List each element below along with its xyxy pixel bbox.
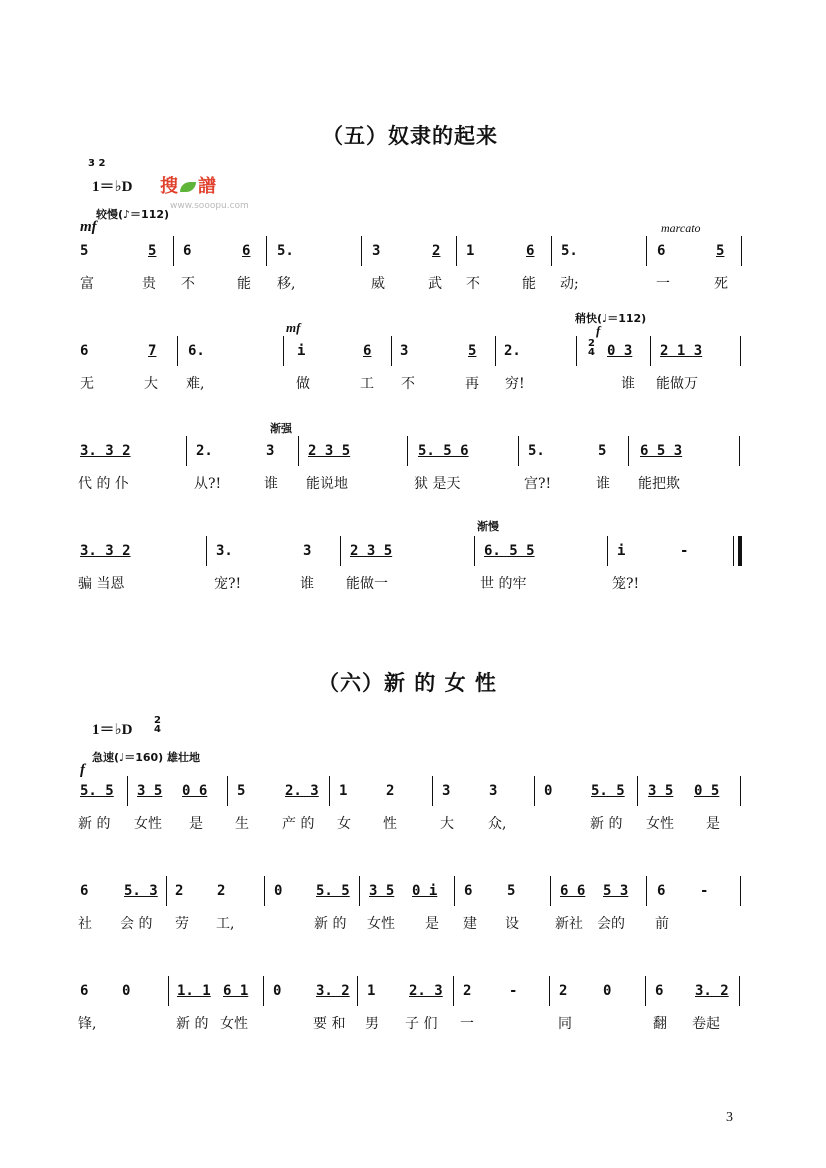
section5-dynamic: mf bbox=[80, 219, 97, 235]
lyric: 移, bbox=[277, 276, 296, 292]
ritardando-mark: 渐慢 bbox=[477, 520, 499, 533]
note: 6 1 bbox=[223, 983, 249, 999]
lyric: 谁 bbox=[596, 476, 610, 492]
lyric: 一 bbox=[460, 1016, 474, 1032]
barline bbox=[166, 876, 167, 906]
lyric: 是 bbox=[706, 816, 720, 832]
lyric: 不 bbox=[181, 276, 195, 292]
lyric: 不 bbox=[401, 376, 415, 392]
barline bbox=[645, 976, 646, 1006]
lyric: 穷! bbox=[505, 376, 525, 392]
lyric: 武 bbox=[428, 276, 442, 292]
row-tempo: 稍快(♩＝112) bbox=[575, 312, 647, 325]
lyric: 能说地 bbox=[306, 476, 348, 492]
barline bbox=[549, 976, 550, 1006]
lyric: 要 和 bbox=[313, 1016, 346, 1032]
note: 3. 2 bbox=[695, 983, 729, 999]
barline bbox=[740, 336, 741, 366]
row-dynamic: mf bbox=[286, 320, 301, 335]
note: 5. 3 bbox=[124, 883, 158, 899]
watermark-url: www.sooopu.com bbox=[170, 201, 249, 211]
note: - bbox=[700, 883, 709, 899]
note: 5 bbox=[80, 243, 89, 259]
note: 3 5 bbox=[369, 883, 395, 899]
note: 3 bbox=[400, 343, 409, 359]
lyric: 女性 bbox=[220, 1016, 248, 1032]
lyric: 不 bbox=[466, 276, 480, 292]
barline bbox=[329, 776, 330, 806]
note: - bbox=[509, 983, 518, 999]
lyric: 建 bbox=[463, 916, 477, 932]
note: 5 bbox=[716, 243, 725, 259]
note: 1. 1 bbox=[177, 983, 211, 999]
note: 5. 5 6 bbox=[418, 443, 469, 459]
lyric: 是 bbox=[425, 916, 439, 932]
barline bbox=[127, 776, 128, 806]
lyric: 从?! bbox=[194, 476, 222, 492]
lyric: 卷起 bbox=[692, 1016, 720, 1032]
note: 5. 5 bbox=[591, 783, 625, 799]
note: - bbox=[680, 543, 689, 559]
section5-title: （五）奴隶的起来 bbox=[322, 123, 498, 148]
lyric: 一 bbox=[656, 276, 670, 292]
barline bbox=[340, 536, 341, 566]
row-dynamic: f bbox=[596, 323, 601, 338]
barline bbox=[391, 336, 392, 366]
note: 3. 2 bbox=[316, 983, 350, 999]
lyric: 大 bbox=[144, 376, 158, 392]
lyric: 谁 bbox=[300, 576, 314, 592]
lyric: 谁 bbox=[264, 476, 278, 492]
note: 6 bbox=[242, 243, 251, 259]
lyric: 女 bbox=[337, 816, 351, 832]
barline bbox=[474, 536, 475, 566]
lyric: 工 bbox=[360, 376, 374, 392]
lyric: 会 的 bbox=[120, 916, 153, 932]
barline bbox=[576, 336, 577, 366]
lyric: 能做万 bbox=[656, 376, 698, 392]
barline bbox=[741, 236, 742, 266]
barline bbox=[432, 776, 433, 806]
note: 3 bbox=[442, 783, 451, 799]
barline bbox=[739, 976, 740, 1006]
note: 6 bbox=[657, 883, 666, 899]
note: 6. 5 5 bbox=[484, 543, 535, 559]
section6-time-signature: 2 4 bbox=[154, 715, 161, 735]
lyric: 同 bbox=[558, 1016, 572, 1032]
lyric: 翻 bbox=[653, 1016, 667, 1032]
barline bbox=[646, 236, 647, 266]
barline bbox=[739, 436, 740, 466]
crescendo-mark: 渐强 bbox=[270, 422, 292, 435]
final-barline bbox=[738, 536, 742, 566]
note: 6 bbox=[363, 343, 372, 359]
note: 5. bbox=[561, 243, 578, 259]
note: 1 bbox=[466, 243, 475, 259]
lyric: 狱 是天 bbox=[414, 476, 461, 492]
barline bbox=[628, 436, 629, 466]
note: 3 bbox=[266, 443, 275, 459]
barline bbox=[283, 336, 284, 366]
note: 6 5 3 bbox=[640, 443, 683, 459]
note: 1 bbox=[339, 783, 348, 799]
page-number: 3 bbox=[726, 1110, 733, 1125]
lyric: 生 bbox=[235, 816, 249, 832]
watermark-logo: 搜 譜 bbox=[160, 176, 216, 197]
note: i bbox=[617, 543, 626, 559]
barline bbox=[407, 436, 408, 466]
lyric: 性 bbox=[383, 816, 397, 832]
lyric: 男 bbox=[365, 1016, 379, 1032]
note: 5. bbox=[528, 443, 545, 459]
barline bbox=[263, 976, 264, 1006]
lyric: 新 的 bbox=[78, 816, 111, 832]
note: 5. 5 bbox=[80, 783, 114, 799]
lyric: 新社 bbox=[555, 916, 583, 932]
lyric: 大 bbox=[440, 816, 454, 832]
lyric: 新 的 bbox=[314, 916, 347, 932]
note: 2. bbox=[196, 443, 213, 459]
note: 2. 3 bbox=[409, 983, 443, 999]
barline bbox=[551, 236, 552, 266]
lyric: 能 bbox=[237, 276, 251, 292]
lyric: 设 bbox=[505, 916, 519, 932]
barline bbox=[518, 436, 519, 466]
note: 2 bbox=[559, 983, 568, 999]
note: 6 bbox=[655, 983, 664, 999]
lyric: 劳 bbox=[175, 916, 189, 932]
lyric: 女性 bbox=[646, 816, 674, 832]
note: 6 bbox=[526, 243, 535, 259]
lyric: 贵 bbox=[142, 276, 156, 292]
lyric: 是 bbox=[189, 816, 203, 832]
barline bbox=[454, 876, 455, 906]
section6-dynamic: f bbox=[80, 762, 85, 778]
note: 3. 3 2 bbox=[80, 543, 131, 559]
note: 5 bbox=[237, 783, 246, 799]
note: 3 5 bbox=[137, 783, 163, 799]
note: 6 bbox=[464, 883, 473, 899]
lyric: 宠?! bbox=[214, 576, 242, 592]
lyric: 世 的牢 bbox=[480, 576, 527, 592]
note: 2. 3 bbox=[285, 783, 319, 799]
note: 1 bbox=[367, 983, 376, 999]
note: 5 bbox=[148, 243, 157, 259]
time-signature-change: 2 4 bbox=[588, 338, 595, 358]
lyric: 代 的 仆 bbox=[78, 476, 129, 492]
lyric: 能把欺 bbox=[638, 476, 680, 492]
lyric: 动; bbox=[560, 276, 579, 292]
note: 3 bbox=[489, 783, 498, 799]
note: 3 bbox=[372, 243, 381, 259]
note: 3 5 bbox=[648, 783, 674, 799]
barline bbox=[733, 536, 734, 566]
lyric: 能 bbox=[522, 276, 536, 292]
lyric: 新 的 bbox=[590, 816, 623, 832]
lyric: 宫?! bbox=[524, 476, 552, 492]
barline bbox=[177, 336, 178, 366]
lyric: 做 bbox=[296, 376, 310, 392]
barline bbox=[266, 236, 267, 266]
note: 2 bbox=[463, 983, 472, 999]
lyric: 工, bbox=[216, 916, 235, 932]
barline bbox=[495, 336, 496, 366]
note: 5. bbox=[277, 243, 294, 259]
barline bbox=[534, 776, 535, 806]
note: 6 bbox=[80, 983, 89, 999]
note: 0 3 bbox=[607, 343, 633, 359]
barline bbox=[227, 776, 228, 806]
note: 0 bbox=[603, 983, 612, 999]
note: 7 bbox=[148, 343, 157, 359]
barline bbox=[456, 236, 457, 266]
lyric: 难, bbox=[186, 376, 205, 392]
lyric: 谁 bbox=[621, 376, 635, 392]
note: 0 i bbox=[412, 883, 438, 899]
section6-title: （六）新 的 女 性 bbox=[318, 670, 497, 695]
note: 0 bbox=[122, 983, 131, 999]
lyric: 女性 bbox=[134, 816, 162, 832]
barline bbox=[357, 976, 358, 1006]
lyric: 再 bbox=[465, 376, 479, 392]
lyric: 能做一 bbox=[346, 576, 388, 592]
note: 0 bbox=[544, 783, 553, 799]
note: 6 bbox=[80, 883, 89, 899]
note: 5 bbox=[598, 443, 607, 459]
lyric: 骗 当恩 bbox=[78, 576, 125, 592]
note: 5 bbox=[468, 343, 477, 359]
note: 6. bbox=[188, 343, 205, 359]
barline bbox=[550, 876, 551, 906]
barline bbox=[740, 776, 741, 806]
note: 6 bbox=[80, 343, 89, 359]
note: 2 3 5 bbox=[308, 443, 351, 459]
barline bbox=[453, 976, 454, 1006]
note: 0 bbox=[273, 983, 282, 999]
note: 5. 5 bbox=[316, 883, 350, 899]
section5-time-signature: 3 2 bbox=[88, 158, 106, 169]
lyric: 威 bbox=[371, 276, 385, 292]
lyric: 新 的 bbox=[176, 1016, 209, 1032]
barline bbox=[264, 876, 265, 906]
section6-key: 1＝♭D bbox=[92, 722, 133, 738]
barline bbox=[359, 876, 360, 906]
lyric: 会的 bbox=[597, 916, 625, 932]
lyric: 前 bbox=[655, 916, 669, 932]
lyric: 女性 bbox=[367, 916, 395, 932]
lyric: 产 的 bbox=[282, 816, 315, 832]
note: 6 bbox=[657, 243, 666, 259]
lyric: 众, bbox=[488, 816, 507, 832]
lyric: 社 bbox=[78, 916, 92, 932]
barline bbox=[168, 976, 169, 1006]
lyric: 死 bbox=[714, 276, 728, 292]
section5-tempo: 较慢(♪＝112) bbox=[96, 208, 170, 221]
note: 2 bbox=[432, 243, 441, 259]
barline bbox=[740, 876, 741, 906]
note: 5 bbox=[507, 883, 516, 899]
section5-key: 1＝♭D bbox=[92, 179, 133, 195]
lyric: 子 们 bbox=[405, 1016, 438, 1032]
note: 6 bbox=[183, 243, 192, 259]
marcato-mark: marcato bbox=[661, 221, 701, 235]
barline bbox=[646, 876, 647, 906]
note: 6 6 bbox=[560, 883, 586, 899]
note: 3. bbox=[216, 543, 233, 559]
barline bbox=[173, 236, 174, 266]
note: 2 3 5 bbox=[350, 543, 393, 559]
note: 3. 3 2 bbox=[80, 443, 131, 459]
barline bbox=[361, 236, 362, 266]
note: 2 bbox=[217, 883, 226, 899]
barline bbox=[298, 436, 299, 466]
barline bbox=[206, 536, 207, 566]
note: i bbox=[297, 343, 306, 359]
note: 2 bbox=[386, 783, 395, 799]
barline bbox=[607, 536, 608, 566]
note: 0 bbox=[274, 883, 283, 899]
note: 0 5 bbox=[694, 783, 720, 799]
lyric: 锋, bbox=[78, 1016, 97, 1032]
note: 2 1 3 bbox=[660, 343, 703, 359]
note: 5 3 bbox=[603, 883, 629, 899]
note: 2 bbox=[175, 883, 184, 899]
section6-tempo: 急速(♩＝160) 雄壮地 bbox=[92, 751, 201, 764]
lyric: 富 bbox=[80, 276, 94, 292]
note: 3 bbox=[303, 543, 312, 559]
note: 2. bbox=[504, 343, 521, 359]
barline bbox=[186, 436, 187, 466]
lyric: 无 bbox=[80, 376, 94, 392]
barline bbox=[650, 336, 651, 366]
lyric: 笼?! bbox=[612, 576, 640, 592]
barline bbox=[637, 776, 638, 806]
note: 0 6 bbox=[182, 783, 208, 799]
